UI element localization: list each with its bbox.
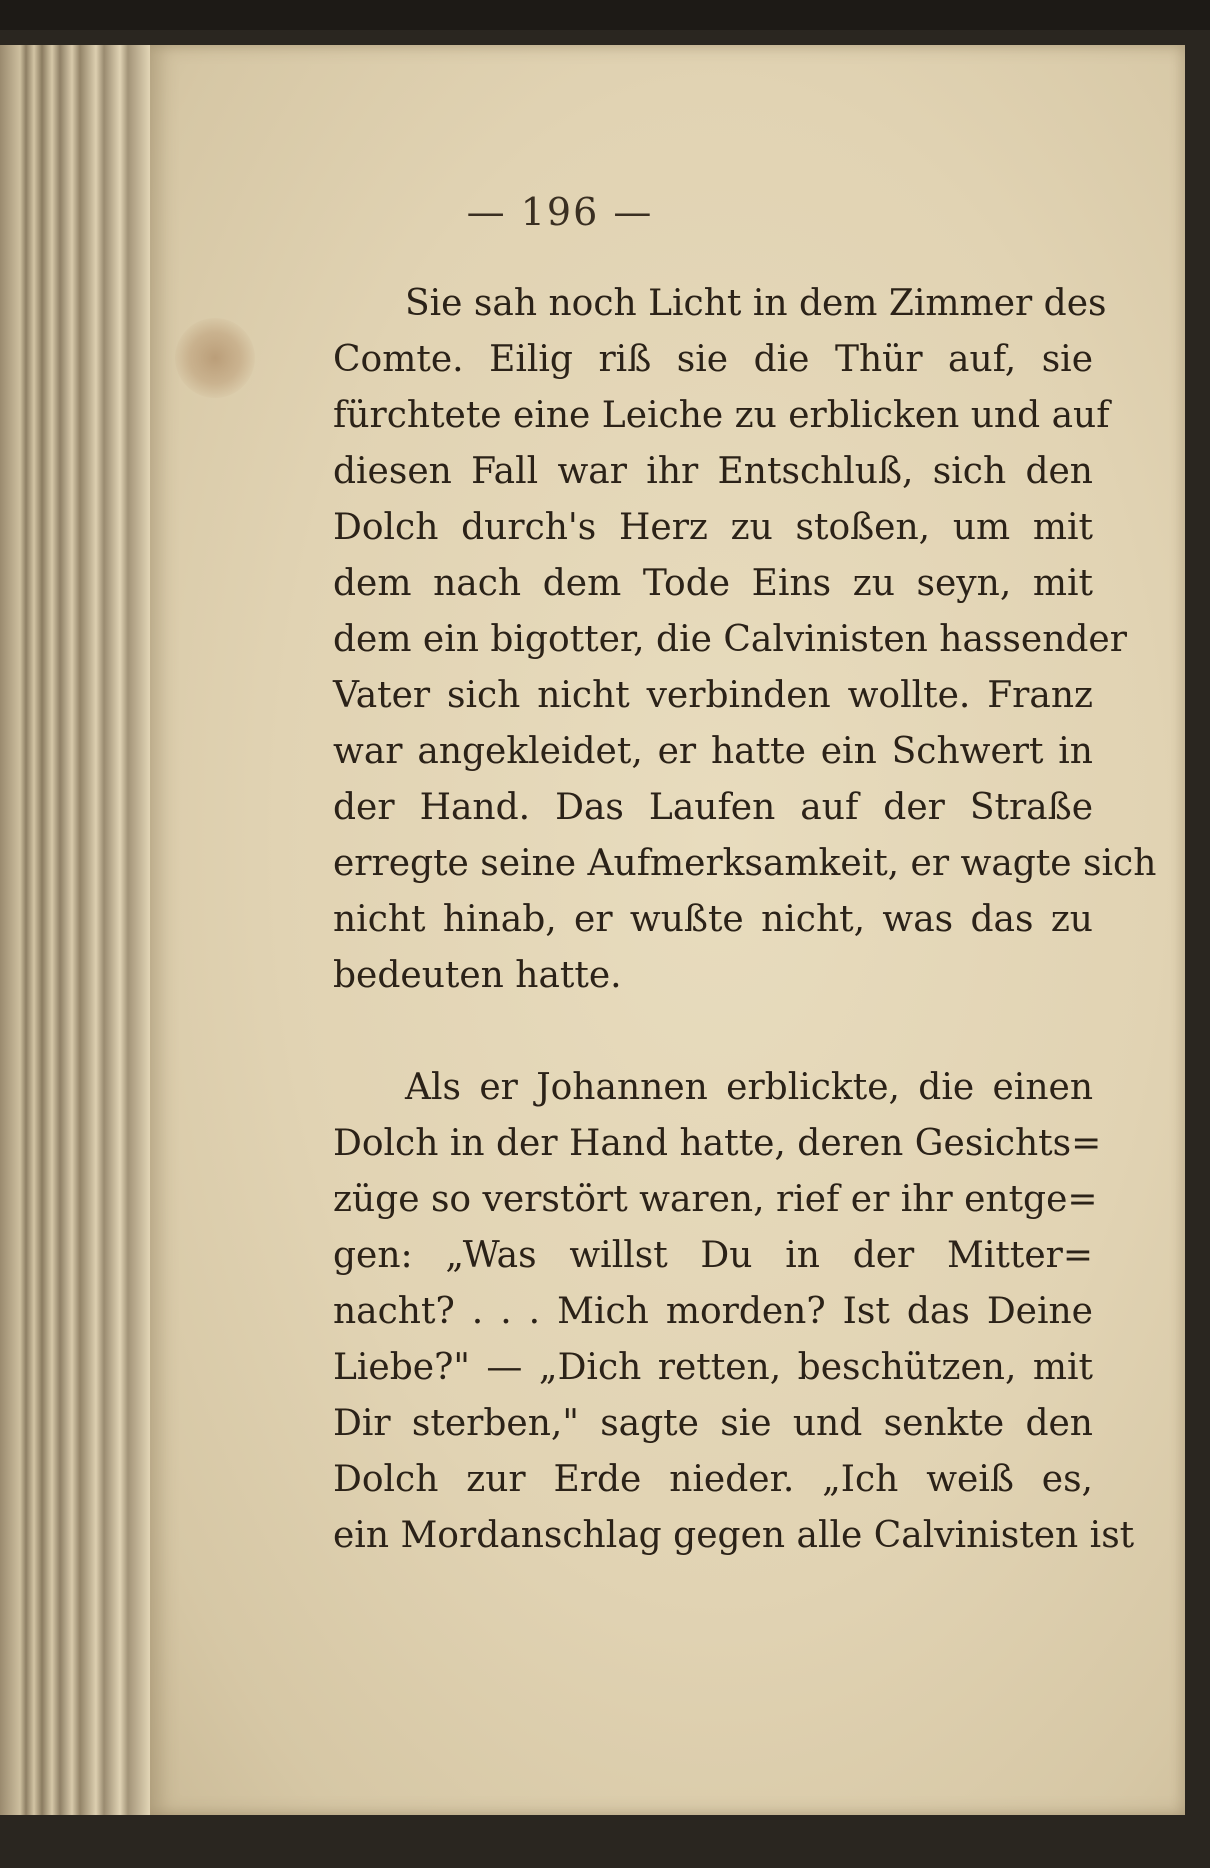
text-line: erregte seine Aufmerksamkeit, er wagte sich — [333, 843, 1157, 884]
text-line: dem nach dem Tode Eins zu seyn, mit — [333, 563, 1093, 604]
page-number: — 196 — — [466, 190, 654, 234]
text-line: Vater sich nicht verbinden wollte. Franz — [333, 675, 1093, 716]
stain-mark — [175, 318, 255, 398]
text-line: dem ein bigotter, die Calvinisten hassender — [333, 619, 1127, 660]
text-line: gen: „Was willst Du in der Mitter= — [333, 1235, 1093, 1276]
paragraph-gap — [333, 1004, 1093, 1060]
text-line: Comte. Eilig riß sie die Thür auf, sie — [333, 339, 1093, 380]
text-line: Liebe?" — „Dich retten, beschützen, mit — [333, 1347, 1093, 1388]
text-line: Dolch in der Hand hatte, deren Gesichts= — [333, 1123, 1102, 1164]
text-line: bedeuten hatte. — [333, 955, 622, 996]
text-line: Als er Johannen erblickte, die einen — [405, 1067, 1093, 1108]
text-line: züge so verstört waren, rief er ihr entge= — [333, 1179, 1098, 1220]
text-line: diesen Fall war ihr Entschluß, sich den — [333, 451, 1093, 492]
text-line: Dir sterben," sagte sie und senkte den — [333, 1403, 1093, 1444]
text-line: fürchtete eine Leiche zu erblicken und auf — [333, 395, 1110, 436]
text-line: Dolch durch's Herz zu stoßen, um mit — [333, 507, 1093, 548]
text-line: nicht hinab, er wußte nicht, was das zu — [333, 899, 1093, 940]
text-line: Sie sah noch Licht in dem Zimmer des — [405, 283, 1107, 324]
text-line: Dolch zur Erde nieder. „Ich weiß es, — [333, 1459, 1093, 1500]
text-line: der Hand. Das Laufen auf der Straße — [333, 787, 1093, 828]
text-line: nacht? . . . Mich morden? Ist das Deine — [333, 1291, 1093, 1332]
text-line: war angekleidet, er hatte ein Schwert in — [333, 731, 1093, 772]
page-edges — [0, 45, 165, 1815]
body-text — [333, 276, 1157, 1564]
text-line: ein Mordanschlag gegen alle Calvinisten ist — [333, 1515, 1135, 1556]
